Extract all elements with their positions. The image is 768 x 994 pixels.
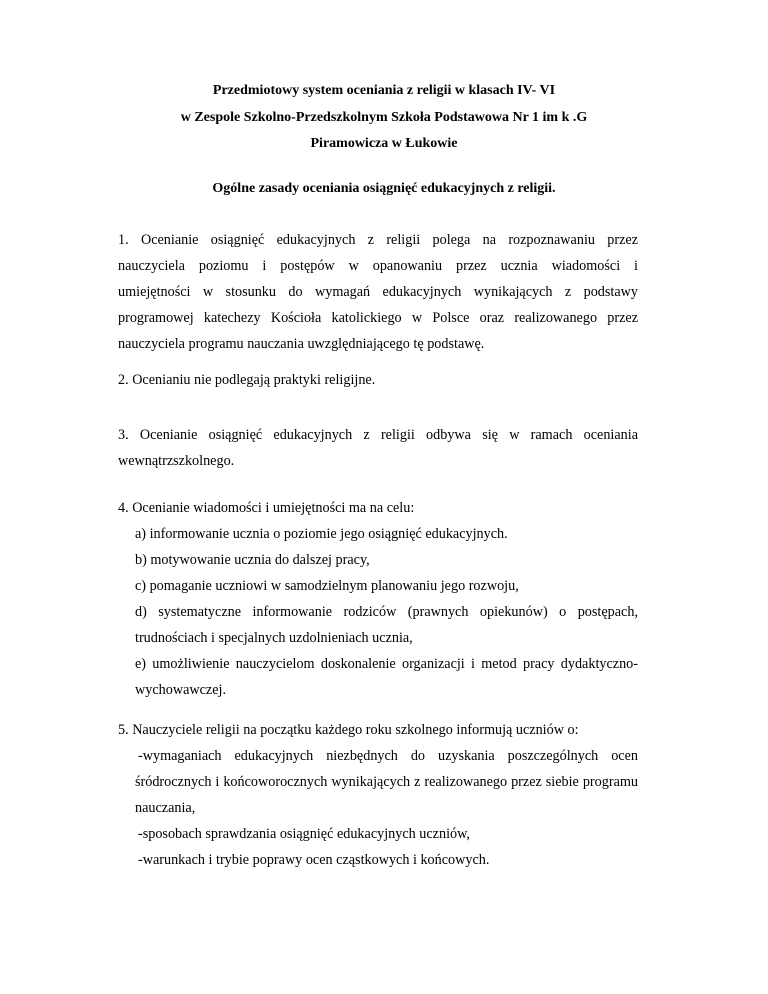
paragraph-4-intro: 4. Ocenianie wiadomości i umiejętności ma na celu:	[118, 500, 415, 516]
title-line-2: w Zespole Szkolno-Przedszkolnym Szkoła Podstawowa Nr 1 im k .G	[180, 110, 588, 125]
list-item-e-cont: wychowawczej.	[135, 682, 226, 698]
title-line-1: Przedmiotowy system oceniania z religii w klasach IV- VI	[212, 83, 556, 98]
paragraph-4	[118, 495, 638, 703]
paragraph-1-line: programowej katechezy Kościoła katolickiego w Polsce oraz realizowanego przez	[118, 310, 638, 326]
list-item-c: c) pomaganie uczniowi w samodzielnym planowaniu jego rozwoju,	[135, 578, 519, 594]
paragraph-2	[118, 367, 638, 393]
paragraph-1-line: 1. Ocenianie osiągnięć edukacyjnych z religii polega na rozpoznawaniu przez	[118, 232, 638, 248]
list-item-d-cont: trudnościach i specjalnych uzdolnieniach ucznia,	[135, 630, 413, 646]
title-line-3: Piramowicza w Łukowie	[310, 136, 458, 151]
section-heading: Ogólne zasady oceniania osiągnięć edukacyjnych z religii.	[212, 181, 556, 196]
list-item-warunkach: -warunkach i trybie poprawy ocen cząstkowych i końcowych.	[138, 852, 490, 868]
list-item-sposobach: -sposobach sprawdzania osiągnięć edukacyjnych uczniów,	[138, 826, 470, 842]
paragraph-1	[118, 227, 638, 357]
paragraph-1-line: nauczyciela poziomu i postępów w opanowaniu przez ucznia wiadomości i	[118, 258, 638, 274]
paragraph-3-line: 3. Ocenianie osiągnięć edukacyjnych z religii odbywa się w ramach oceniania	[118, 427, 638, 443]
paragraph-5	[118, 717, 638, 873]
list-item-d: d) systematyczne informowanie rodziców (prawnych opiekunów) o postępach,	[135, 604, 638, 620]
list-item-a: a) informowanie ucznia o poziomie jego osiągnięć edukacyjnych.	[135, 526, 508, 542]
list-item-wymaganiach: -wymaganiach edukacyjnych niezbędnych do uzyskania poszczególnych ocen	[138, 748, 638, 764]
paragraph-2-line: 2. Ocenianiu nie podlegają praktyki religijne.	[118, 372, 376, 388]
paragraph-5-intro: 5. Nauczyciele religii na początku każdego roku szkolnego informują uczniów o:	[118, 722, 579, 738]
paragraph-3	[118, 422, 638, 474]
paragraph-3-line: wewnątrzszkolnego.	[118, 453, 235, 469]
list-item-wymaganiach-cont-2: nauczania,	[135, 800, 196, 816]
list-item-b: b) motywowanie ucznia do dalszej pracy,	[135, 552, 370, 568]
paragraph-1-line: umiejętności w stosunku do wymagań edukacyjnych wynikających z podstawy	[118, 284, 638, 300]
paragraph-1-line: nauczyciela programu nauczania uwzględniającego tę podstawę.	[118, 336, 485, 352]
list-item-e: e) umożliwienie nauczycielom doskonalenie organizacji i metod pracy dydaktyczno-	[135, 656, 638, 672]
list-item-wymaganiach-cont: śródrocznych i końcoworocznych wynikających z realizowanego przez siebie programu	[135, 774, 638, 790]
